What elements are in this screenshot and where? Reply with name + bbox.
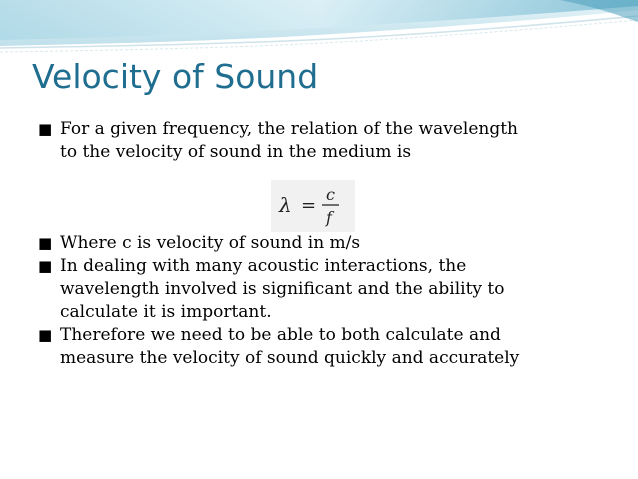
formula-equals: =: [301, 195, 317, 216]
bullet-item: [38, 255, 598, 324]
bullet-line: measure the velocity of sound quickly and accurately: [60, 348, 520, 368]
bullet-marker-icon: ■: [38, 257, 53, 275]
bullet-line: to the velocity of sound in the medium is: [60, 142, 412, 162]
bullet-marker-icon: ■: [38, 120, 53, 138]
formula-lambda: λ: [279, 193, 292, 217]
bullet-line: Where c is velocity of sound in m/s: [60, 233, 361, 253]
bullet-line: In dealing with many acoustic interactions, the: [60, 256, 467, 276]
formula-graphic: [271, 180, 355, 232]
bullet-line: calculate it is important.: [60, 302, 272, 322]
bullet-marker-icon: ■: [38, 234, 53, 252]
formula-denominator: f: [326, 208, 332, 227]
bullet-line: For a given frequency, the relation of the wavelength: [60, 119, 518, 139]
bullet-item: [38, 232, 598, 255]
bullet-line: wavelength involved is significant and the ability to: [60, 279, 505, 299]
slide-title: Velocity of Sound: [32, 57, 319, 96]
bullet-item: [38, 324, 598, 370]
bullet-item: [38, 118, 598, 164]
bullet-marker-icon: ■: [38, 326, 53, 344]
bullet-line: Therefore we need to be able to both calculate and: [60, 325, 501, 345]
bullet-list: [38, 118, 598, 370]
formula-numerator: c: [326, 185, 335, 204]
decorative-top-band: [0, 0, 638, 58]
wavelength-formula: [271, 180, 355, 232]
